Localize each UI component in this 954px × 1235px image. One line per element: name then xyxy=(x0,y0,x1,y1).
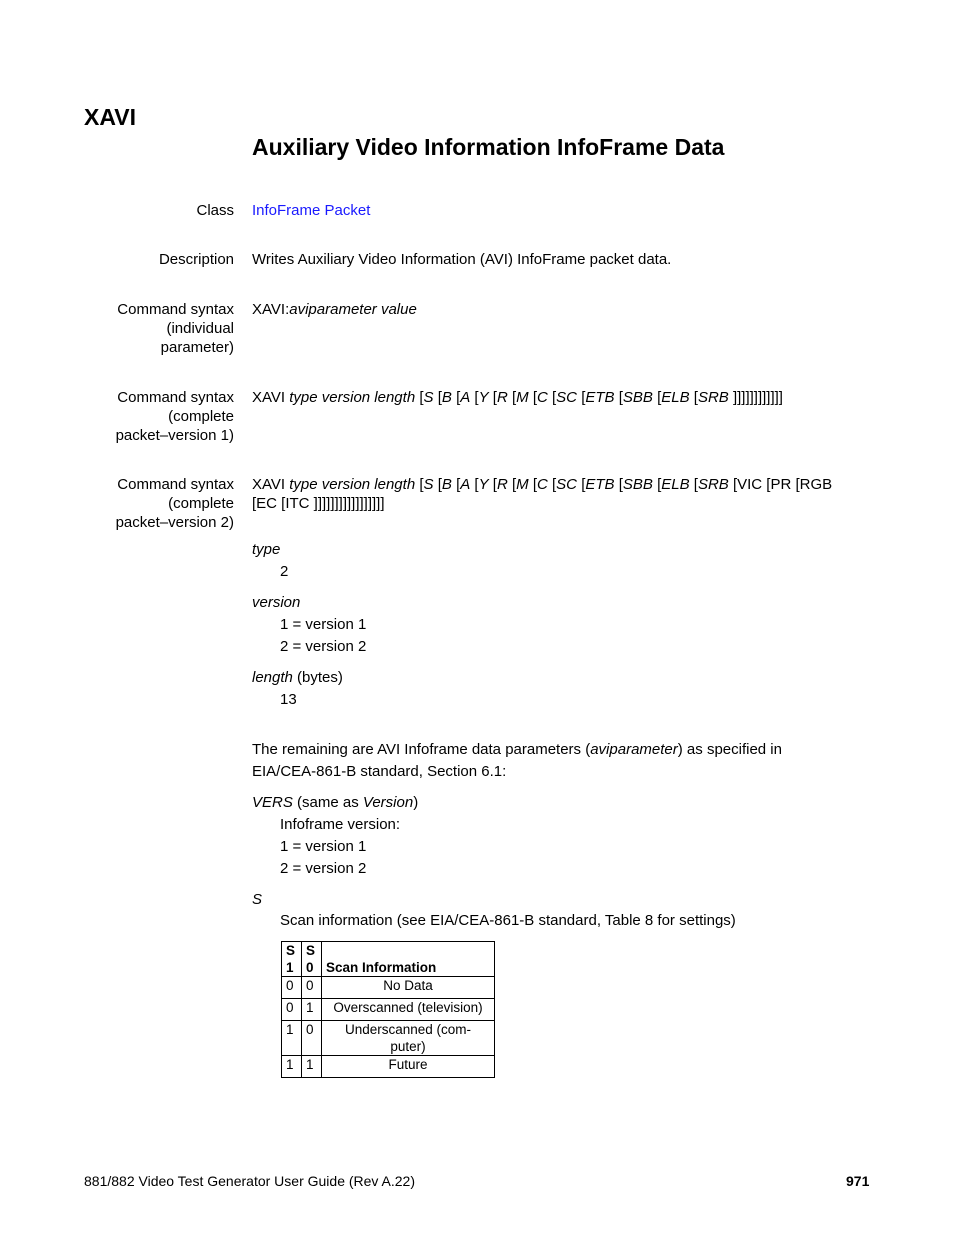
syntax-token: C xyxy=(536,476,548,493)
syntax-token: B xyxy=(441,476,452,493)
syntax-closing: ]]]]]]]]]]]] xyxy=(732,389,783,406)
syntax-token: M xyxy=(516,389,529,406)
param-name: length xyxy=(252,669,293,686)
param-unit: (bytes) xyxy=(292,669,343,686)
param-length-name xyxy=(252,668,343,687)
table-cell: Future xyxy=(322,1056,495,1078)
class-value xyxy=(252,201,872,220)
param-type-name xyxy=(252,540,280,559)
table-cell: 0 xyxy=(302,977,322,999)
syntax-v2-line-1 xyxy=(252,475,872,494)
text-run: ) xyxy=(413,794,419,811)
table-cell: Underscanned (com- puter) xyxy=(322,1021,495,1056)
syntax-token: SBB xyxy=(622,476,653,493)
table-header-row xyxy=(282,942,495,977)
param-s-desc: Scan information (see EIA/CEA-861-B standard, Table 8 for settings) xyxy=(280,912,736,929)
syntax-v1-label xyxy=(64,388,234,445)
remaining-line-2: EIA/CEA-861-B standard, Section 6.1: xyxy=(252,763,507,780)
table-cell: No Data xyxy=(322,977,495,999)
syntax-v2-line-2: [EC [ITC ]]]]]]]]]]]]]]]]] xyxy=(252,495,385,512)
syntax-token: ETB xyxy=(585,389,615,406)
param-name: VERS xyxy=(252,794,293,811)
param-vers-v1: 1 = version 1 xyxy=(280,838,367,855)
syntax-token: A xyxy=(460,389,471,406)
syntax-cmd: XAVI xyxy=(252,476,290,493)
class-label: Class xyxy=(196,202,234,219)
param-name: version xyxy=(252,594,301,611)
text-run: The remaining are AVI Infoframe data parameters ( xyxy=(252,741,591,758)
syntax-token: SC xyxy=(556,476,578,493)
syntax-token: Y xyxy=(478,476,489,493)
syntax-v1-value xyxy=(252,388,872,407)
table-cell: 0 xyxy=(282,977,302,999)
syntax-token: R xyxy=(496,476,508,493)
table-header-cell: S 1 xyxy=(282,942,302,977)
syntax-tail: [VIC [PR [RGB xyxy=(732,476,833,493)
table-row xyxy=(282,1056,495,1078)
label-line: (complete xyxy=(168,495,234,512)
param-vers-name xyxy=(252,793,418,812)
label-line: packet–version 2) xyxy=(115,514,234,531)
syntax-token: ETB xyxy=(585,476,615,493)
label-line: Command syntax xyxy=(117,389,234,406)
syntax-tokens: [S [B [A [Y [R [M [C [SC [ETB [SBB [ELB [SRB xyxy=(419,476,729,493)
param-name: type xyxy=(252,541,281,558)
table-cell: 1 xyxy=(302,1056,322,1078)
syntax-token: B xyxy=(441,389,452,406)
syntax-token: SBB xyxy=(622,389,653,406)
table-header-cell: S 0 xyxy=(302,942,322,977)
syntax-args: type version length xyxy=(289,476,416,493)
description-value: Writes Auxiliary Video Information (AVI) InfoFrame packet data. xyxy=(252,251,672,268)
syntax-token: SC xyxy=(556,389,578,406)
table-row xyxy=(282,999,495,1021)
text-run: ) as specified in xyxy=(677,741,782,758)
description-label: Description xyxy=(158,251,234,268)
table-row xyxy=(282,1021,495,1056)
command-name: XAVI xyxy=(84,104,136,130)
syntax-individual-label xyxy=(64,300,234,357)
param-vers-v2: 2 = version 2 xyxy=(280,860,367,877)
syntax-v2-label xyxy=(64,475,234,532)
param-version-name xyxy=(252,593,300,612)
syntax-token: R xyxy=(496,389,508,406)
param-s-name xyxy=(252,890,262,909)
syntax-individual-value xyxy=(252,300,872,319)
param-version-v1: 1 = version 1 xyxy=(280,616,367,633)
table-cell: 0 xyxy=(282,999,302,1021)
table-cell: 0 xyxy=(302,1021,322,1056)
table-cell: 1 xyxy=(282,1056,302,1078)
class-link[interactable]: InfoFrame Packet xyxy=(252,202,371,219)
table-header-cell: Scan Information xyxy=(322,942,495,977)
table-cell: 1 xyxy=(302,999,322,1021)
footer-page-number: 971 xyxy=(846,1173,870,1189)
syntax-token: ELB xyxy=(661,476,690,493)
syntax-token: S xyxy=(423,476,434,493)
table-body xyxy=(282,977,495,1078)
syntax-args: type version length xyxy=(289,389,416,406)
syntax-prefix: XAVI: xyxy=(252,301,290,318)
param-version-v2: 2 = version 2 xyxy=(280,638,367,655)
label-line: packet–version 1) xyxy=(115,427,234,444)
syntax-v2-value xyxy=(252,475,872,513)
syntax-token: ELB xyxy=(661,389,690,406)
label-line: (complete xyxy=(168,408,234,425)
syntax-token: A xyxy=(460,476,471,493)
page-title: Auxiliary Video Information InfoFrame Data xyxy=(252,134,725,160)
param-type-value: 2 xyxy=(280,563,289,580)
syntax-token: SRB xyxy=(697,476,729,493)
label-line: Command syntax xyxy=(117,476,234,493)
text-run: (same as xyxy=(292,794,363,811)
syntax-param: aviparameter value xyxy=(289,301,417,318)
text-run: Version xyxy=(362,794,414,811)
syntax-tokens: [S [B [A [Y [R [M [C [SC [ETB [SBB [ELB [SRB xyxy=(419,389,729,406)
label-line: (individual xyxy=(166,320,234,337)
text-run: aviparameter xyxy=(590,741,678,758)
scan-info-table xyxy=(281,941,495,1078)
remaining-line-1 xyxy=(252,740,782,759)
param-vers-desc: Infoframe version: xyxy=(280,816,401,833)
param-length-value: 13 xyxy=(280,691,297,708)
table-cell: Overscanned (television) xyxy=(322,999,495,1021)
table-row xyxy=(282,977,495,999)
table-cell: 1 xyxy=(282,1021,302,1056)
syntax-token: S xyxy=(423,389,434,406)
footer-guide-title: 881/882 Video Test Generator User Guide (Rev A.22) xyxy=(84,1173,416,1189)
syntax-token: SRB xyxy=(697,389,729,406)
syntax-cmd: XAVI xyxy=(252,389,290,406)
param-name: S xyxy=(252,891,263,908)
label-line: Command syntax xyxy=(117,301,234,318)
label-line: parameter) xyxy=(160,339,234,356)
syntax-token: M xyxy=(516,476,529,493)
syntax-token: C xyxy=(536,389,548,406)
syntax-token: Y xyxy=(478,389,489,406)
